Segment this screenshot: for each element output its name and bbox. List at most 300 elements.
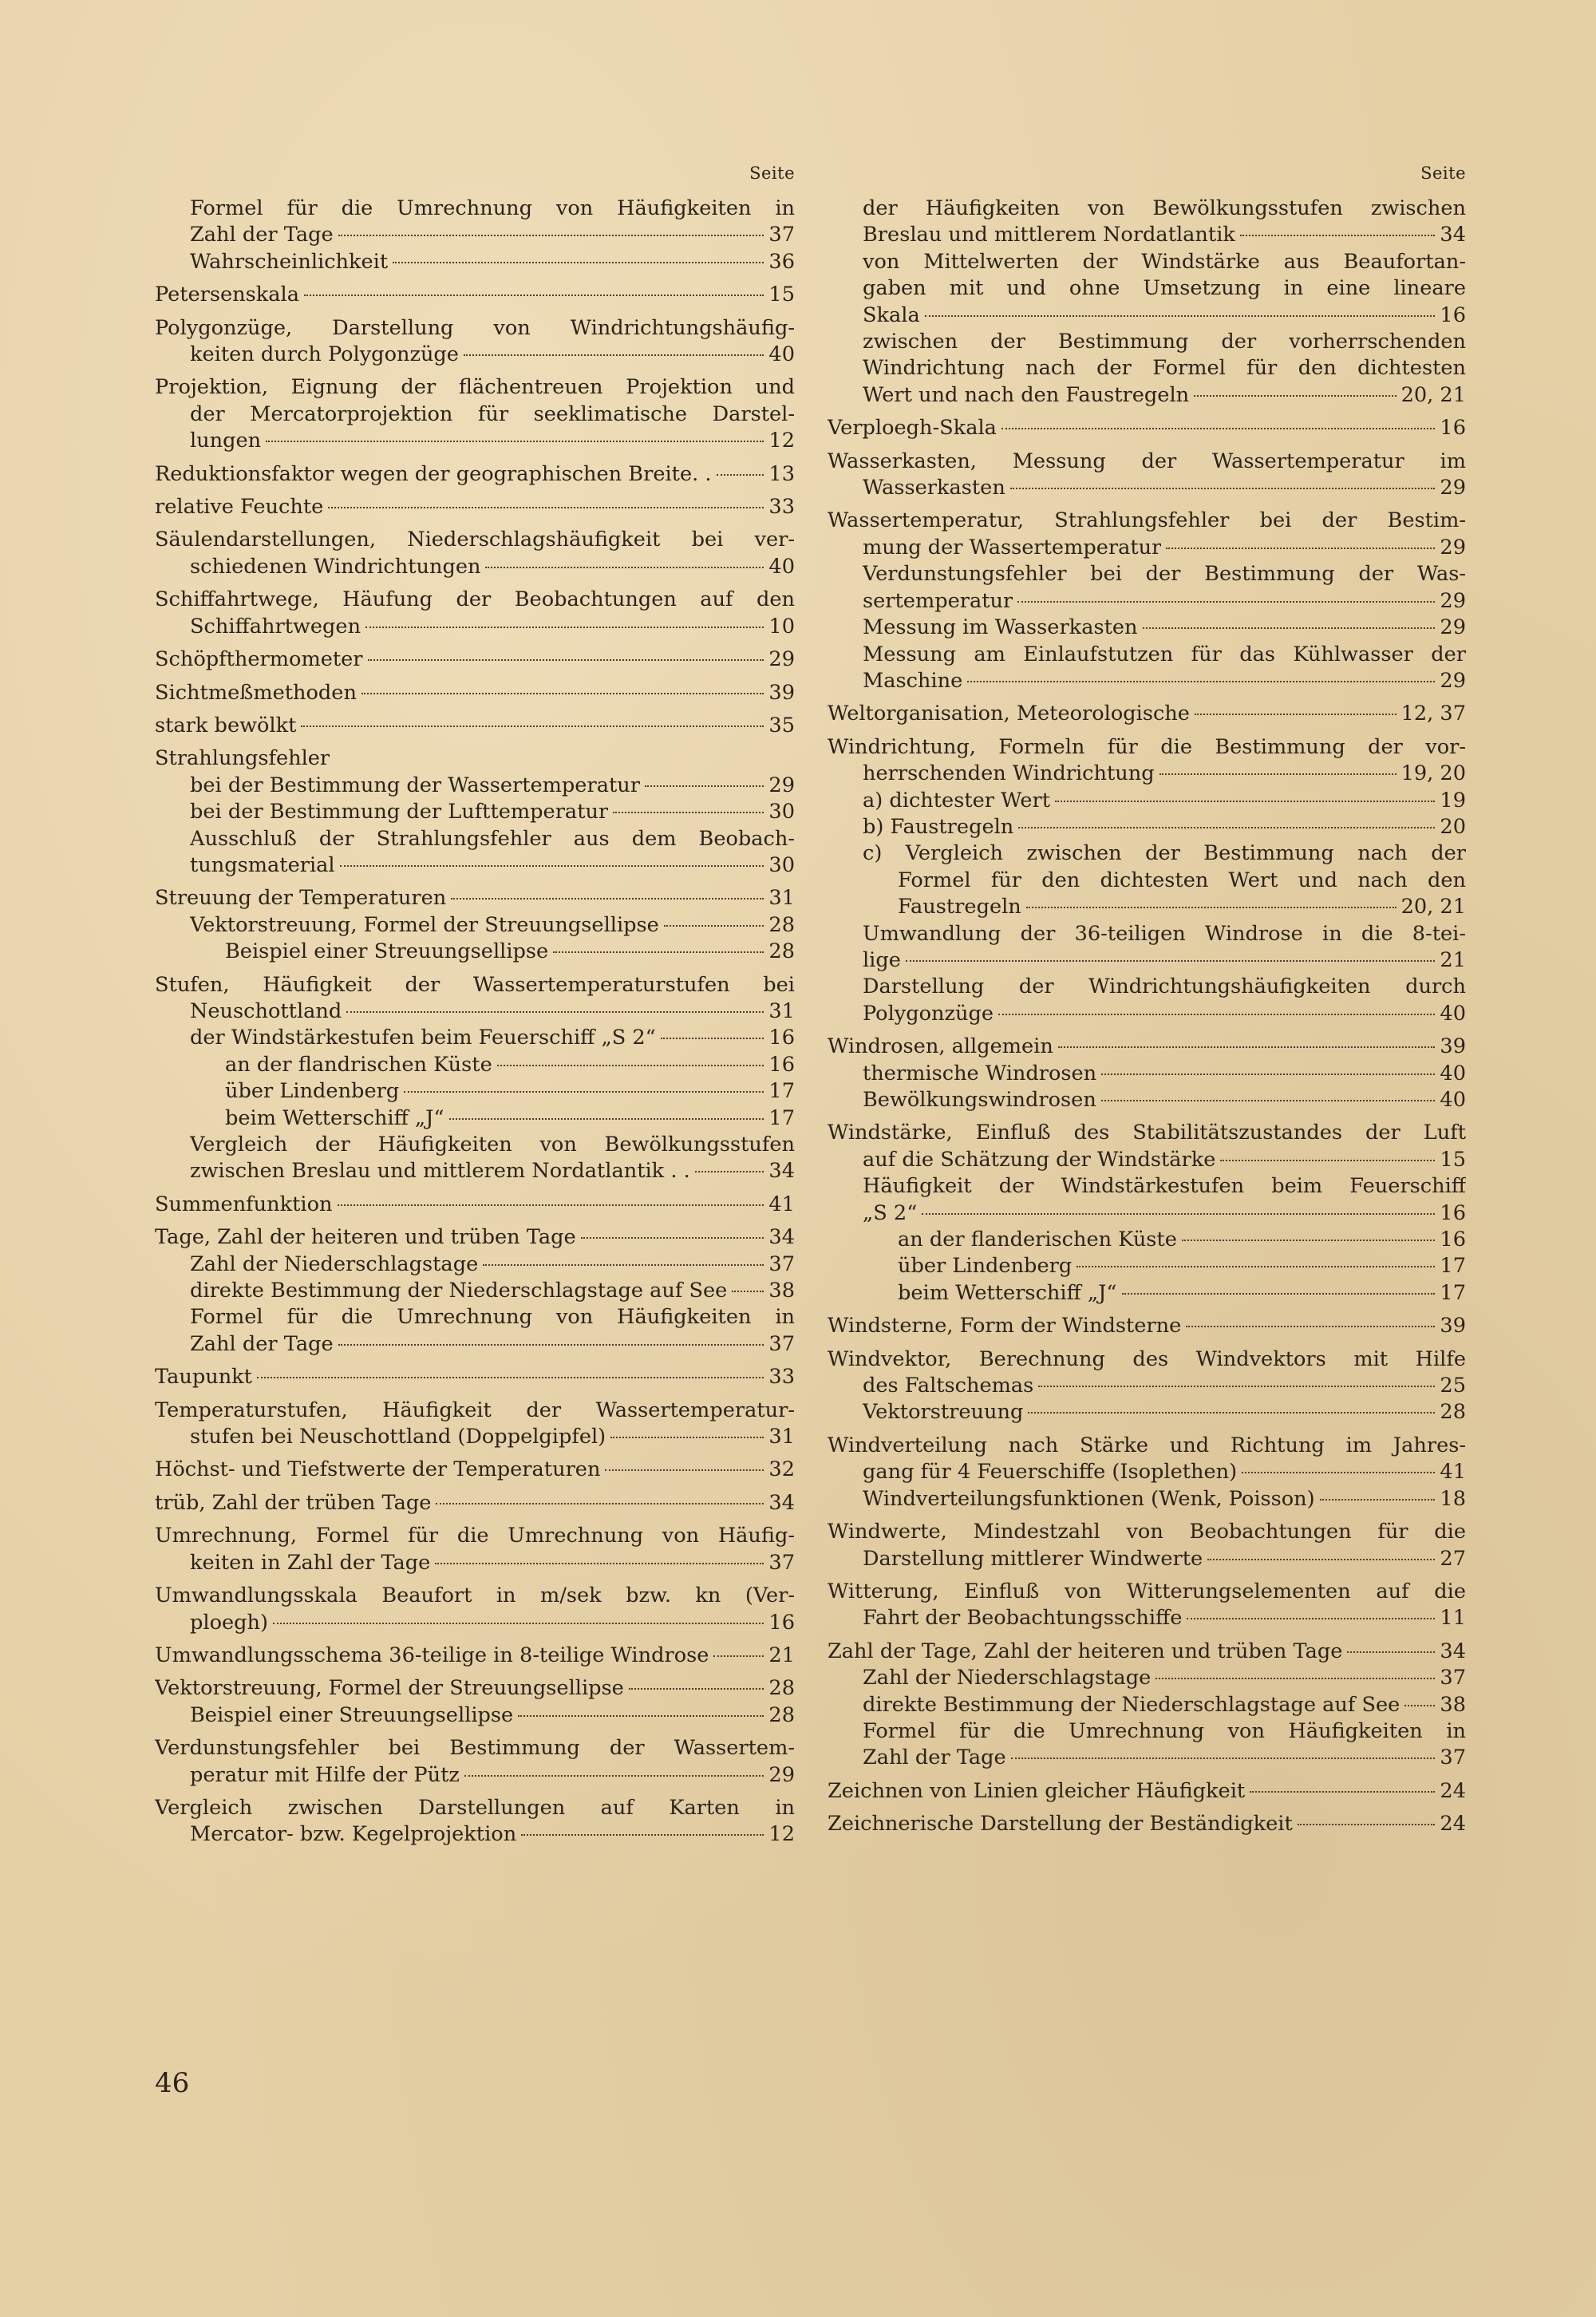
page-reference: 35: [768, 713, 795, 737]
page-reference: 19, 20: [1400, 761, 1466, 786]
index-line: [155, 315, 795, 342]
index-term: Strahlungsfehler: [155, 746, 330, 771]
index-line: [155, 680, 795, 706]
page-reference: 38: [1440, 1692, 1466, 1717]
index-term: Zahl der Tage: [190, 223, 334, 247]
dot-leader: [1156, 1677, 1435, 1679]
page-reference: 20, 21: [1400, 895, 1466, 919]
dot-leader: [1055, 800, 1435, 802]
index-term: zwischen Breslau und mittlerem Nordatlantik . .: [190, 1159, 690, 1184]
page-reference: 36: [768, 249, 795, 274]
page-reference: 21: [1440, 947, 1466, 972]
index-term: Windvektor, Berechnung des Windvektors mit Hilfe: [828, 1346, 1466, 1371]
page-reference: 28: [768, 1676, 795, 1701]
index-term: Wert und nach den Faustregeln: [863, 382, 1190, 407]
index-term: der Mercatorprojektion für seeklimatische Darstel-: [190, 401, 795, 426]
page-reference: 31: [768, 1425, 795, 1449]
page-reference: 20, 21: [1400, 382, 1466, 407]
index-term: Projektion, Eignung der flächentreuen Projektion und: [155, 375, 795, 400]
dot-leader: [1077, 1265, 1435, 1267]
index-term: Vektorstreuung: [863, 1400, 1024, 1425]
index-term: thermische Windrosen: [863, 1061, 1097, 1085]
index-line: [155, 222, 795, 248]
index-term: c) Vergleich zwischen der Bestimmung nach der: [863, 841, 1466, 866]
index-entry: [155, 374, 795, 454]
index-line: [155, 646, 795, 673]
index-term: Umrechnung, Formel für die Umrechnung von Häufig-: [155, 1524, 795, 1548]
index-term: Messung im Wasserkasten: [863, 615, 1138, 640]
page-reference: 34: [1440, 1639, 1466, 1663]
dot-leader: [393, 261, 764, 263]
page-reference: 37: [768, 223, 795, 247]
index-line: [155, 1331, 795, 1358]
dot-leader: [967, 680, 1435, 682]
index-line: [155, 527, 795, 553]
dot-leader: [436, 1502, 764, 1504]
dot-leader: [1207, 1558, 1435, 1560]
index-entry: [155, 1364, 795, 1390]
index-line: [828, 701, 1466, 727]
index-line: [155, 1424, 795, 1450]
dot-leader: [338, 1204, 764, 1206]
dot-leader: [732, 1290, 764, 1292]
page-reference: 28: [768, 912, 795, 937]
index-term: Reduktionsfaktor wegen der geographischen Breite. .: [155, 461, 712, 486]
index-term: Fahrt der Beobachtungsschiffe: [863, 1606, 1183, 1631]
index-line: [155, 1278, 795, 1304]
index-term: von Mittelwerten der Windstärke aus Beaufortan-: [863, 249, 1466, 274]
index-term: Temperaturstufen, Häufigkeit der Wassertemperatur-: [155, 1398, 795, 1422]
index-line: [155, 1078, 795, 1105]
dot-leader: [483, 1263, 764, 1266]
index-entry: [155, 1795, 795, 1848]
left-entries: [155, 164, 795, 1848]
index-term: keiten in Zahl der Tage: [190, 1550, 431, 1575]
index-column-left: [155, 164, 795, 1855]
index-term: an der flandrischen Küste: [225, 1052, 492, 1077]
page-reference: 40: [768, 342, 795, 367]
index-entry: [828, 1579, 1466, 1632]
index-line: [828, 788, 1466, 814]
index-line: [828, 561, 1466, 587]
index-line: [155, 1364, 795, 1390]
index-line: [828, 1087, 1466, 1113]
page-reference: 13: [768, 461, 795, 486]
page-reference: 28: [768, 939, 795, 964]
index-term: Zeichnerische Darstellung der Beständigkeit: [828, 1812, 1293, 1837]
page-reference: 39: [1440, 1034, 1466, 1059]
dot-leader: [1242, 1471, 1435, 1473]
index-term: beim Wetterschiff „J“: [898, 1280, 1117, 1305]
index-entry: [155, 885, 795, 965]
index-line: [828, 222, 1466, 248]
dot-leader: [301, 725, 764, 727]
index-line: [828, 642, 1466, 668]
index-line: [155, 196, 795, 222]
index-line: [828, 1718, 1466, 1745]
index-term: Witterung, Einfluß von Witterungselementen auf die: [828, 1579, 1466, 1603]
page-reference: 37: [768, 1251, 795, 1276]
dot-leader: [1001, 427, 1436, 429]
index-term: Windverteilungsfunktionen (Wenk, Poisson): [863, 1486, 1315, 1511]
index-entry: [155, 1457, 795, 1483]
index-entry: [155, 1398, 795, 1451]
page-reference: 40: [1440, 1001, 1466, 1026]
page-reference: 17: [768, 1105, 795, 1130]
index-line: [155, 401, 795, 428]
index-line: [828, 1605, 1466, 1631]
page-reference: 16: [768, 1052, 795, 1077]
index-line: [828, 1778, 1466, 1805]
dot-leader: [464, 354, 764, 356]
dot-leader: [368, 658, 764, 661]
index-term: Zahl der Tage: [863, 1746, 1006, 1770]
index-line: [828, 1034, 1466, 1060]
index-line: [155, 614, 795, 640]
index-entry: [828, 1811, 1466, 1837]
index-line: [155, 713, 795, 739]
dot-leader: [338, 1343, 764, 1346]
index-line: [828, 668, 1466, 694]
dot-leader: [435, 1562, 764, 1564]
page-reference: 25: [1440, 1374, 1466, 1398]
index-entry: [828, 1034, 1466, 1113]
index-term: Weltorganisation, Meteorologische: [828, 702, 1190, 726]
dot-leader: [1018, 826, 1435, 828]
page-reference: 24: [1440, 1778, 1466, 1803]
index-term: Wasserkasten, Messung der Wassertemperatur im: [828, 449, 1466, 473]
dot-leader: [664, 924, 764, 927]
index-line: [828, 814, 1466, 840]
index-line: [828, 1745, 1466, 1771]
index-line: [828, 302, 1466, 329]
dot-leader: [1298, 1823, 1436, 1825]
index-line: [828, 449, 1466, 475]
index-term: Wahrscheinlichkeit: [190, 249, 389, 274]
index-term: Taupunkt: [155, 1365, 252, 1390]
index-term: der Häufigkeiten von Bewölkungsstufen zwischen: [863, 196, 1466, 220]
index-entry: [155, 494, 795, 520]
index-line: [155, 885, 795, 911]
index-term: bei der Bestimmung der Wassertemperatur: [190, 773, 640, 797]
index-line: [155, 1398, 795, 1424]
index-term: b) Faustregeln: [863, 814, 1014, 839]
page-reference: 37: [768, 1550, 795, 1575]
page-reference: 31: [768, 998, 795, 1023]
index-line: [155, 342, 795, 368]
page-reference: 12: [768, 1822, 795, 1847]
index-term: Windrosen, allgemein: [828, 1034, 1053, 1059]
index-term: Beispiel einer Streuungsellipse: [190, 1702, 514, 1727]
index-line: [828, 1061, 1466, 1087]
page-reference: 16: [1440, 302, 1466, 327]
index-line: [828, 761, 1466, 787]
index-line: [155, 1675, 795, 1702]
index-term: Vergleich zwischen Darstellungen auf Karten in: [155, 1795, 795, 1820]
index-term: beim Wetterschiff „J“: [225, 1105, 444, 1130]
index-entry: [828, 1433, 1466, 1512]
index-term: lungen: [190, 429, 262, 453]
index-term: über Lindenberg: [898, 1254, 1073, 1279]
index-term: Breslau und mittlerem Nordatlantik: [863, 223, 1235, 247]
page-reference: 28: [768, 1702, 795, 1727]
index-line: [828, 947, 1466, 974]
index-line: [828, 1227, 1466, 1253]
page-reference: 40: [1440, 1061, 1466, 1085]
page-reference: 29: [1440, 535, 1466, 559]
index-term: Umwandlungsskala Beaufort in m/sek bzw. kn (Ver-: [155, 1584, 795, 1608]
index-line: [828, 1313, 1466, 1339]
index-line: [155, 1224, 795, 1251]
index-line: [828, 1173, 1466, 1200]
index-entry: [155, 1583, 795, 1636]
index-term: relative Feuchte: [155, 495, 324, 520]
dot-leader: [451, 897, 764, 900]
index-line: [828, 1200, 1466, 1227]
index-term: schiedenen Windrichtungen: [190, 554, 481, 579]
page-reference: 29: [768, 1762, 795, 1787]
index-term: Vektorstreuung, Formel der Streuungsellipse: [155, 1676, 624, 1701]
page-reference: 39: [768, 680, 795, 705]
index-term: direkte Bestimmung der Niederschlagstage auf See: [863, 1692, 1400, 1717]
page-reference: 29: [768, 647, 795, 672]
index-entry: [828, 449, 1466, 502]
index-entry: [155, 646, 795, 673]
page-number: 46: [155, 2067, 190, 2099]
index-term: zwischen der Bestimmung der vorherrschenden: [863, 330, 1466, 354]
page-reference: 29: [1440, 668, 1466, 693]
dot-leader: [328, 506, 764, 508]
index-term: Faustregeln: [898, 895, 1021, 919]
index-line: [155, 1457, 795, 1483]
index-entry: [828, 1778, 1466, 1805]
index-term: Höchst- und Tiefstwerte der Temperaturen: [155, 1457, 601, 1482]
page-reference: 16: [768, 1610, 795, 1635]
index-term: stark bewölkt: [155, 713, 297, 737]
page-reference: 16: [1440, 1200, 1466, 1225]
index-entry: [828, 1639, 1466, 1772]
index-line: [828, 1433, 1466, 1459]
index-term: Vergleich der Häufigkeiten von Bewölkungsstufen: [190, 1133, 795, 1157]
dot-leader: [1017, 600, 1435, 603]
index-line: [155, 1643, 795, 1669]
index-term: Messung am Einlaufstutzen für das Kühlwasser der: [863, 642, 1466, 666]
index-entry: [155, 196, 795, 275]
index-line: [828, 1120, 1466, 1146]
index-line: [155, 428, 795, 454]
index-term: Darstellung mittlerer Windwerte: [863, 1546, 1203, 1571]
dot-leader: [485, 566, 764, 568]
dot-leader: [1182, 1239, 1436, 1241]
dot-leader: [645, 785, 764, 787]
page-reference: 32: [768, 1457, 795, 1482]
dot-leader: [497, 1064, 764, 1066]
page-reference: 29: [768, 773, 795, 797]
index-entry: [155, 972, 795, 1185]
index-entry: [828, 1120, 1466, 1307]
dot-leader: [464, 1774, 764, 1777]
index-line: [828, 974, 1466, 1000]
index-term: Bewölkungswindrosen: [863, 1088, 1096, 1112]
index-line: [828, 508, 1466, 534]
index-term: „S 2“: [863, 1200, 918, 1225]
index-term: gaben mit und ohne Umsetzung in eine lineare: [863, 276, 1466, 301]
page-reference: 19: [1440, 788, 1466, 813]
index-line: [155, 1304, 795, 1330]
page-reference: 41: [1440, 1460, 1466, 1485]
dot-leader: [257, 1376, 764, 1378]
index-entry: [155, 713, 795, 739]
index-line: [828, 1346, 1466, 1373]
index-line: [155, 1735, 795, 1761]
index-entry: [828, 1346, 1466, 1426]
index-line: [828, 734, 1466, 761]
dot-leader: [1347, 1651, 1435, 1653]
dot-leader: [1240, 234, 1436, 236]
index-term: stufen bei Neuschottland (Doppelgipfel): [190, 1425, 606, 1449]
dot-leader: [1195, 713, 1396, 715]
index-line: [155, 1158, 795, 1184]
index-line: [828, 415, 1466, 441]
index-line: [155, 282, 795, 308]
index-term: Stufen, Häufigkeit der Wassertemperaturstufen bei: [155, 972, 795, 997]
index-line: [828, 1579, 1466, 1605]
dot-leader: [661, 1037, 764, 1039]
index-line: [828, 1546, 1466, 1572]
index-line: [828, 535, 1466, 561]
page-reference: 24: [1440, 1812, 1466, 1837]
page-reference: 12, 37: [1400, 702, 1466, 726]
dot-leader: [1026, 906, 1396, 908]
page-reference: 27: [1440, 1546, 1466, 1571]
dot-leader: [922, 1212, 1435, 1215]
page-reference: 16: [1440, 416, 1466, 441]
index-term: herrschenden Windrichtung: [863, 761, 1155, 786]
dot-leader: [1143, 627, 1436, 629]
dot-leader: [1187, 1617, 1435, 1619]
dot-leader: [1320, 1498, 1436, 1501]
index-entry: [155, 680, 795, 706]
page-reference: 12: [768, 429, 795, 453]
index-entry: [155, 1523, 795, 1576]
index-line: [155, 249, 795, 275]
index-term: mung der Wassertemperatur: [863, 535, 1162, 559]
index-entry: [155, 527, 795, 580]
page-reference: 11: [1440, 1606, 1466, 1631]
index-term: Windrichtung, Formeln für die Bestimmung der vor-: [828, 734, 1466, 759]
index-line: [155, 1490, 795, 1516]
index-term: Wasserkasten: [863, 476, 1005, 500]
index-term: Windverteilung nach Stärke und Richtung im Jahres-: [828, 1433, 1466, 1457]
page-reference: 40: [1440, 1088, 1466, 1112]
index-line: [828, 894, 1466, 920]
index-entry: [828, 1519, 1466, 1572]
index-line: [828, 868, 1466, 894]
dot-leader: [1038, 1385, 1435, 1387]
seite-header-right: Seite: [1420, 164, 1466, 183]
page-reference: 41: [768, 1192, 795, 1216]
index-line: [828, 840, 1466, 867]
index-term: Vektorstreuung, Formel der Streuungsellipse: [190, 912, 659, 937]
index-term: lige: [863, 947, 901, 972]
dot-leader: [717, 473, 764, 476]
index-line: [828, 588, 1466, 615]
index-term: Darstellung der Windrichtungshäufigkeiten durch: [863, 975, 1466, 999]
index-term: ploegh): [190, 1610, 268, 1635]
index-entry: [155, 1643, 795, 1669]
dot-leader: [1101, 1099, 1436, 1101]
page-reference: 30: [768, 800, 795, 824]
page-reference: 15: [768, 283, 795, 307]
dot-leader: [1220, 1159, 1435, 1161]
index-line: [828, 196, 1466, 222]
page-reference: 29: [1440, 615, 1466, 640]
index-line: [155, 1583, 795, 1609]
index-term: a) dichtester Wert: [863, 788, 1051, 813]
dot-leader: [338, 234, 764, 236]
dot-leader: [404, 1090, 764, 1093]
index-column-right: [828, 164, 1466, 1845]
page-reference: 17: [1440, 1280, 1466, 1305]
dot-leader: [613, 811, 764, 813]
page-reference: 29: [1440, 476, 1466, 500]
index-line: [155, 998, 795, 1025]
index-line: [155, 745, 795, 772]
index-entry: [828, 1313, 1466, 1339]
index-line: [828, 1253, 1466, 1279]
index-line: [155, 1192, 795, 1218]
index-line: [828, 382, 1466, 409]
page-reference: 34: [768, 1159, 795, 1184]
index-line: [155, 587, 795, 613]
index-term: an der flanderischen Küste: [898, 1228, 1177, 1252]
index-line: [155, 1762, 795, 1789]
index-term: Petersenskala: [155, 283, 299, 307]
index-line: [828, 1519, 1466, 1545]
index-term: Formel für den dichtesten Wert und nach den: [898, 868, 1466, 892]
index-term: tungsmaterial: [190, 852, 335, 877]
dot-leader: [1010, 487, 1436, 489]
index-term: Häufigkeit der Windstärkestufen beim Feuerschiff: [863, 1174, 1466, 1199]
index-line: [155, 1821, 795, 1848]
seite-header-left: Seite: [749, 164, 795, 183]
index-term: Zahl der Niederschlagstage: [190, 1251, 479, 1276]
index-line: [155, 1610, 795, 1636]
index-line: [155, 1052, 795, 1078]
page-reference: 18: [1440, 1486, 1466, 1511]
index-term: Verploegh-Skala: [828, 416, 997, 441]
index-line: [828, 275, 1466, 302]
dot-leader: [449, 1117, 764, 1120]
index-line: [828, 1665, 1466, 1691]
index-line: [828, 249, 1466, 275]
index-term: Umwandlungsschema 36-teilige in 8-teilige Windrose: [155, 1643, 709, 1667]
index-term: Summenfunktion: [155, 1192, 333, 1216]
index-line: [155, 826, 795, 852]
index-line: [155, 1550, 795, 1576]
index-line: [828, 1811, 1466, 1837]
dot-leader: [304, 294, 764, 296]
index-line: [828, 1001, 1466, 1027]
index-term: gang für 4 Feuerschiffe (Isoplethen): [863, 1460, 1238, 1485]
index-line: [828, 1692, 1466, 1718]
index-line: [155, 1025, 795, 1051]
page-reference: 37: [768, 1331, 795, 1356]
index-line: [155, 374, 795, 401]
page-reference: 28: [1440, 1400, 1466, 1425]
index-term: Sichtmeßmethoden: [155, 680, 357, 705]
dot-leader: [1250, 1790, 1435, 1793]
